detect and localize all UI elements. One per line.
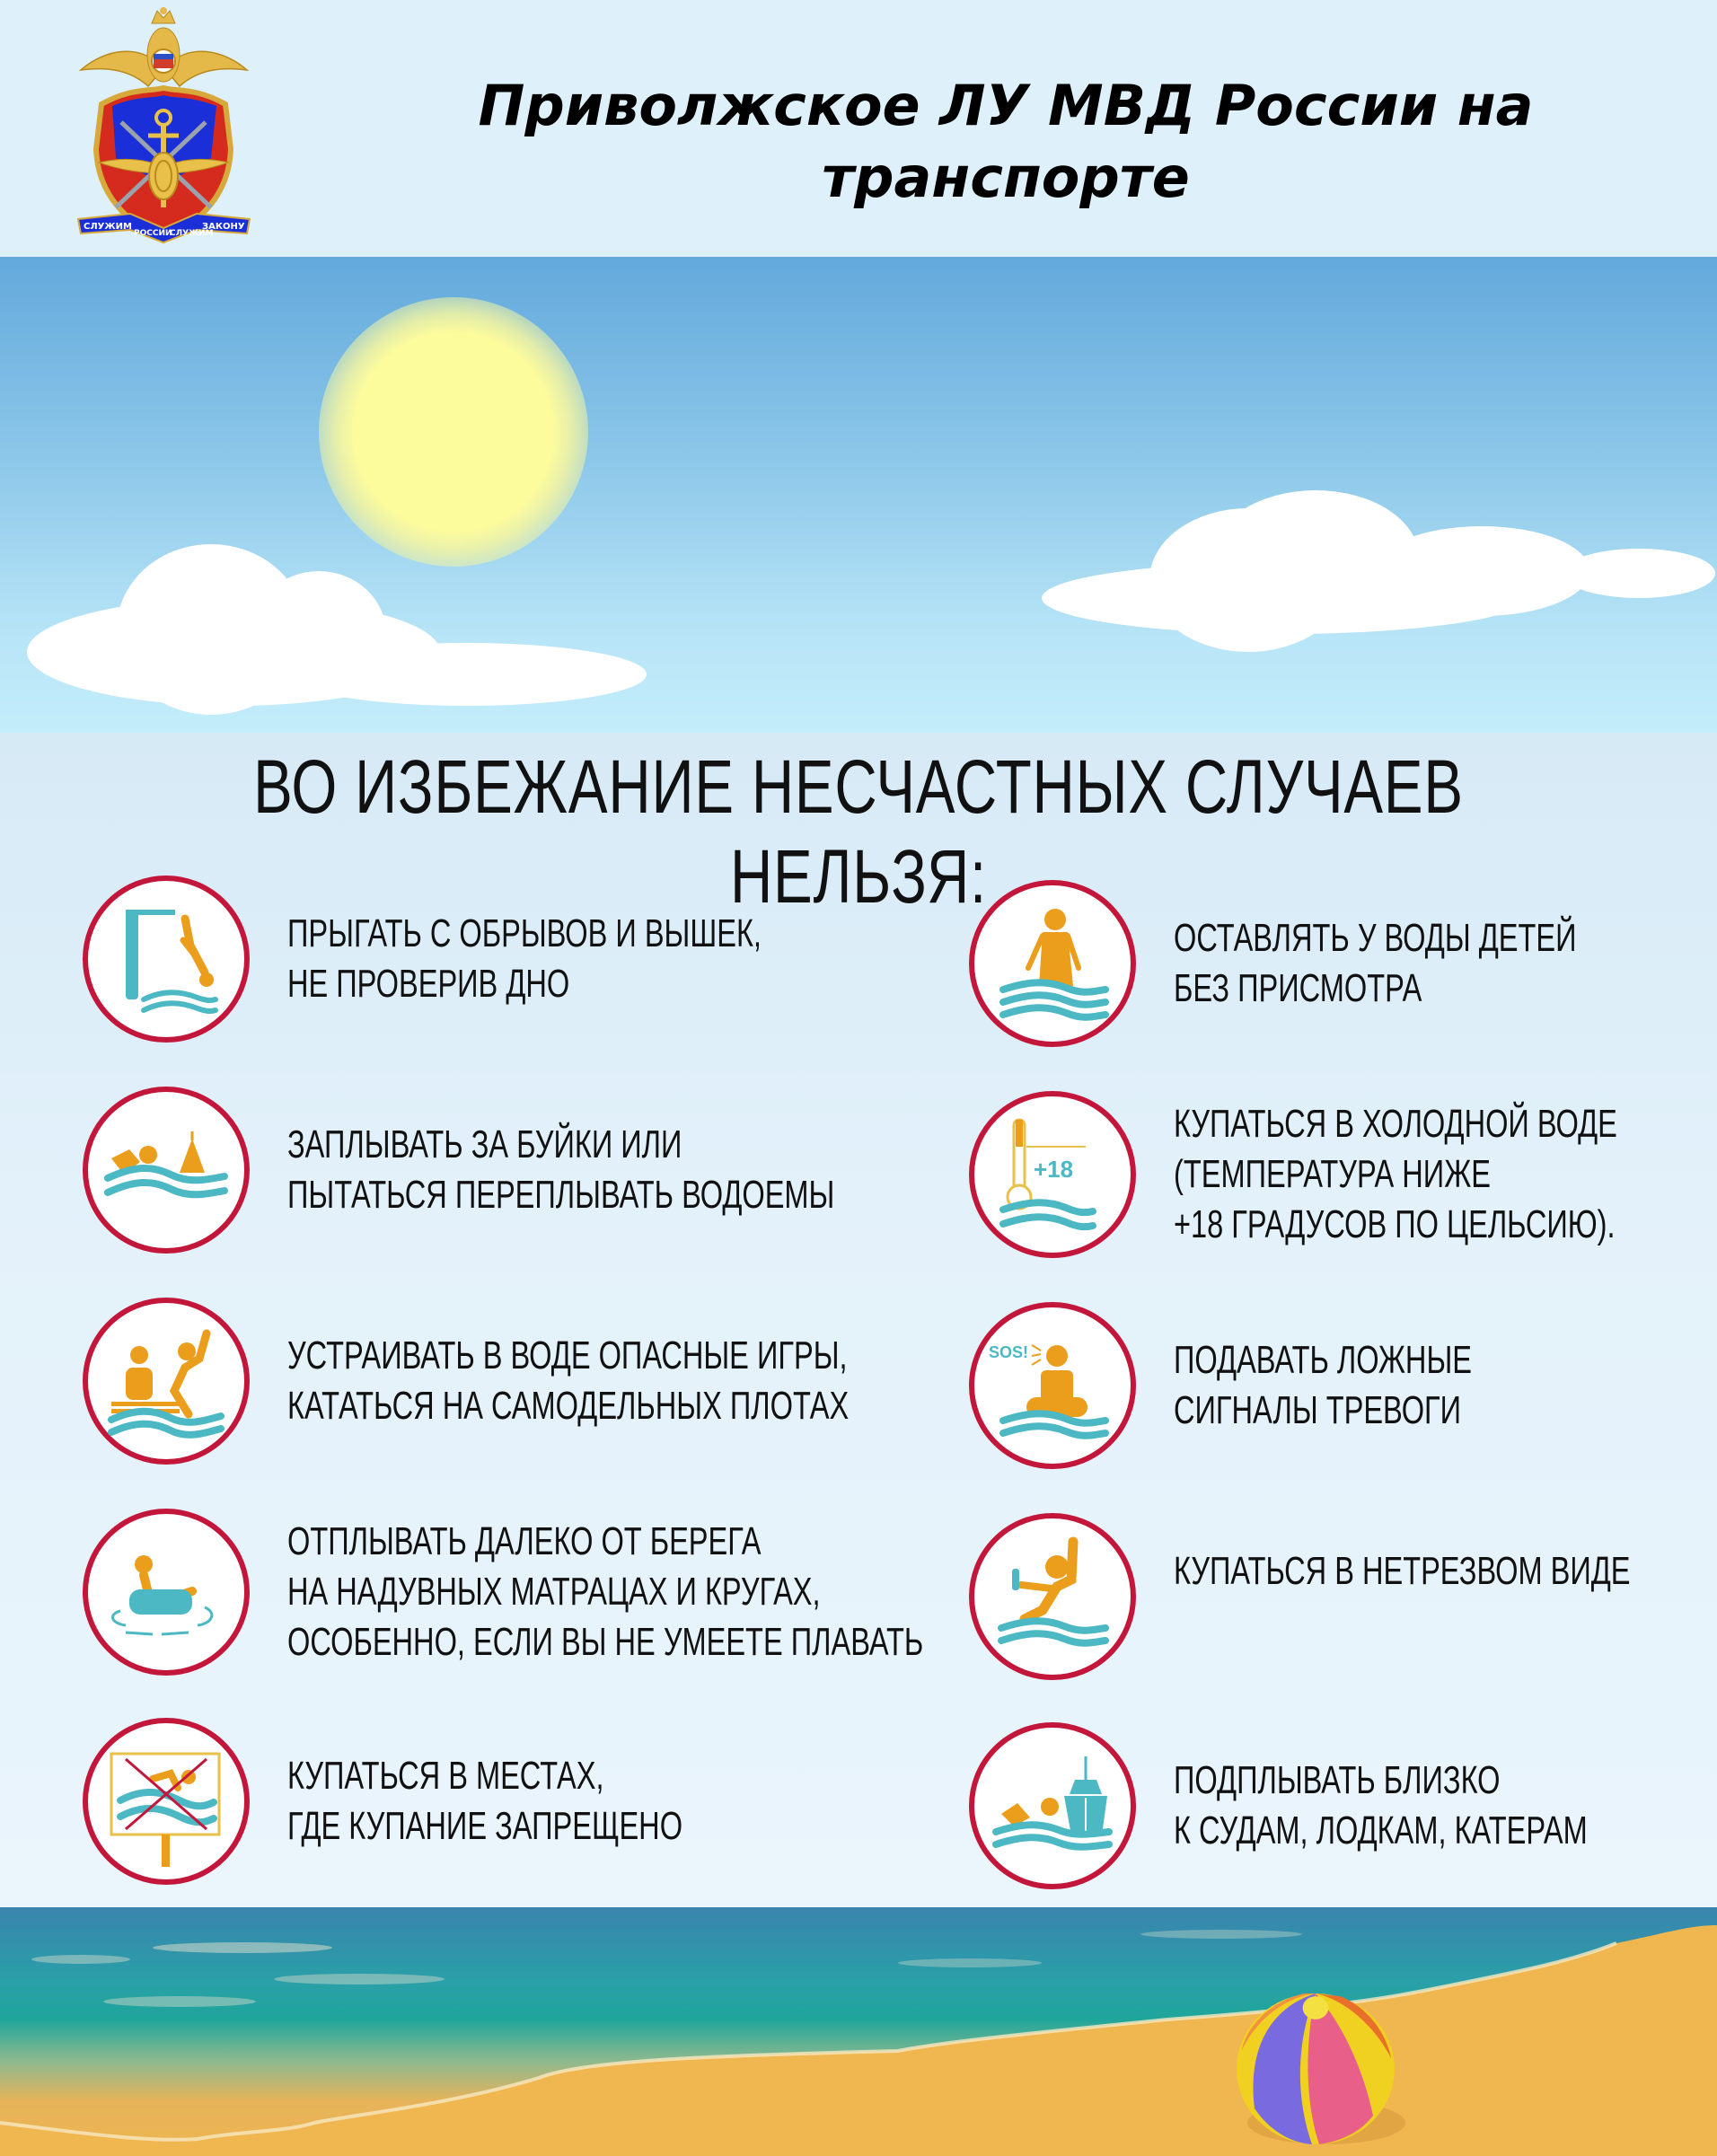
rule-icon-frame <box>83 1298 250 1465</box>
mvd-transport-emblem-icon <box>76 5 251 246</box>
rule-icon-frame <box>969 1302 1136 1469</box>
beach-ball-icon <box>1199 1979 1432 2156</box>
sky-illustration <box>0 257 1717 733</box>
rule-icon-frame <box>969 1722 1136 1889</box>
rule-item-intoxicated <box>969 1513 1717 1680</box>
rule-text: ОСТАВЛЯТЬ У ВОДЫ ДЕТЕЙ БЕЗ ПРИСМОТРА <box>1174 916 1577 1010</box>
ribbon-text: РОССИИ <box>134 229 172 238</box>
rule-item-diving <box>83 876 928 1043</box>
rule-text: УСТРАИВАТЬ В ВОДЕ ОПАСНЫЕ ИГРЫ, КАТАТЬСЯ НА САМОДЕЛЬНЫХ ПЛОТАХ <box>287 1333 850 1428</box>
rule-item-vessels <box>969 1722 1717 1889</box>
rule-text: КУПАТЬСЯ В НЕТРЕЗВОМ ВИДЕ <box>1174 1549 1631 1593</box>
beach-illustration <box>0 1907 1717 2156</box>
rule-icon-frame <box>83 1087 250 1254</box>
sos-icon <box>985 1318 1120 1453</box>
rule-item-forbidden-places <box>83 1718 822 1885</box>
diving-icon <box>99 892 233 1026</box>
inflatable-ring-icon <box>99 1525 233 1659</box>
rule-icon-frame <box>83 1509 250 1676</box>
no-swimming-sign-icon <box>99 1734 233 1869</box>
rule-icon-frame <box>83 876 250 1043</box>
swimmer-buoy-icon <box>99 1103 233 1237</box>
header <box>0 0 1717 257</box>
swimmer-ship-icon <box>985 1738 1120 1873</box>
rule-text: КУПАТЬСЯ В МЕСТАХ, ГДЕ КУПАНИЕ ЗАПРЕЩЕНО <box>287 1754 683 1848</box>
rule-text: ПОДПЛЫВАТЬ БЛИЗКО К СУДАМ, ЛОДКАМ, КАТЕРАМ <box>1174 1758 1588 1852</box>
rule-icon-frame <box>969 880 1136 1047</box>
title-line-2: транспорте <box>822 145 1190 210</box>
rule-item-children <box>969 880 1717 1047</box>
ribbon-text: СЛУЖИМ <box>84 222 132 232</box>
child-in-water-icon <box>985 896 1120 1031</box>
ribbon-text: СЛУЖИМ <box>170 229 214 238</box>
ribbon-text: ЗАКОНУ <box>202 222 245 232</box>
rule-item-raft-games <box>83 1298 1046 1465</box>
raft-games-icon <box>99 1314 233 1448</box>
rule-icon-frame <box>969 1513 1136 1680</box>
thermometer-icon <box>985 1107 1120 1242</box>
rule-icon-frame <box>83 1718 250 1885</box>
sos-badge: SOS! <box>989 1343 1029 1361</box>
sun-icon <box>319 297 588 567</box>
title-line-1: Приволжское ЛУ МВД России на <box>478 73 1534 138</box>
rule-text: ОТПЛЫВАТЬ ДАЛЕКО ОТ БЕРЕГА НА НАДУВНЫХ МАТРАЦАХ И КРУГАХ, ОСОБЕННО, ЕСЛИ ВЫ НЕ УМЕЕТЕ ПЛАВАТЬ <box>287 1519 924 1664</box>
rules-heading: ВО ИЗБЕЖАНИЕ НЕСЧАСТНЫХ СЛУЧАЕВ НЕЛЬЗЯ: <box>253 744 1464 919</box>
rule-text: ПРЫГАТЬ С ОБРЫВОВ И ВЫШЕК, НЕ ПРОВЕРИВ ДНО <box>287 911 762 1006</box>
rule-text: КУПАТЬСЯ В ХОЛОДНОЙ ВОДЕ (ТЕМПЕРАТУРА НИЖЕ +18 ГРАДУСОВ ПО ЦЕЛЬСИЮ). <box>1174 1102 1617 1246</box>
rule-text: ПОДАВАТЬ ЛОЖНЫЕ СИГНАЛЫ ТРЕВОГИ <box>1174 1338 1472 1432</box>
rule-item-cold-water <box>969 1091 1717 1258</box>
shoreline-icon <box>0 1907 1717 2156</box>
page-title <box>377 70 1634 214</box>
rule-item-false-alarms <box>969 1302 1577 1469</box>
rule-text: ЗАПЛЫВАТЬ ЗА БУЙКИ ИЛИ ПЫТАТЬСЯ ПЕРЕПЛЫВАТЬ ВОДОЕМЫ <box>287 1122 835 1217</box>
rule-icon-frame <box>969 1091 1136 1258</box>
temp-badge: +18 <box>1034 1156 1074 1183</box>
rule-item-buoys <box>83 1087 1026 1254</box>
drunk-swimmer-icon <box>985 1529 1120 1664</box>
